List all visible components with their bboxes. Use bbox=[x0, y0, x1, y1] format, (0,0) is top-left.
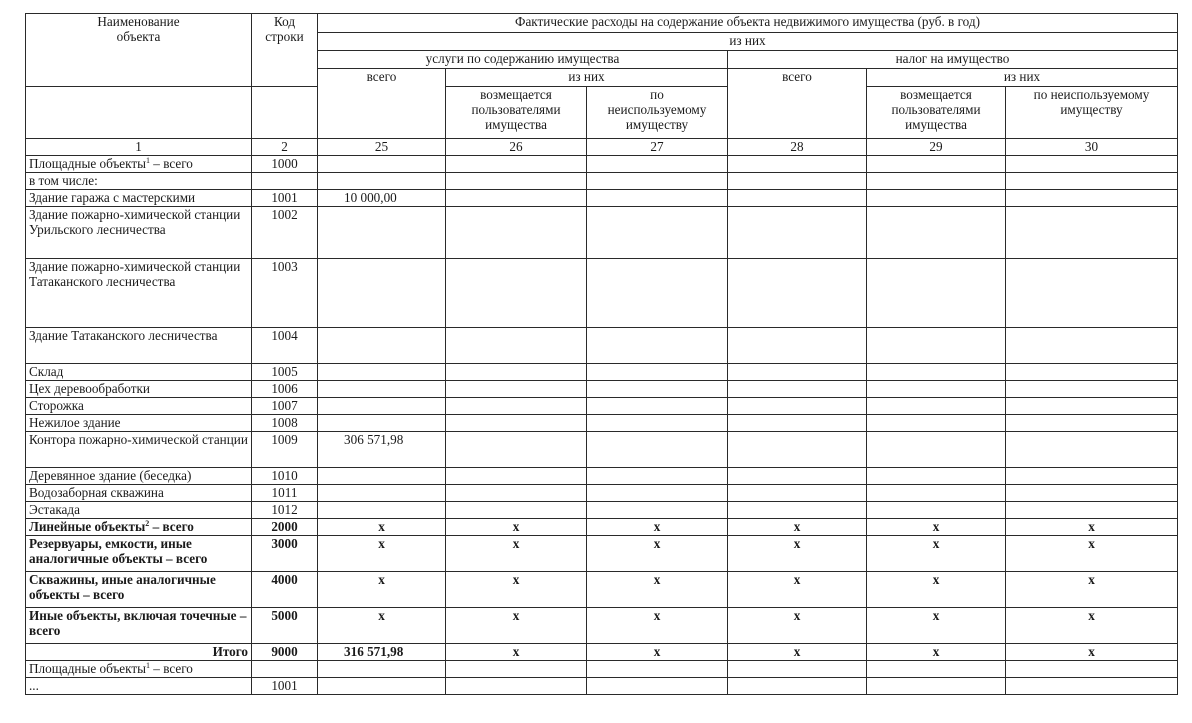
row-name: Цех деревообработки bbox=[29, 381, 150, 396]
not-applicable-cell: x bbox=[587, 608, 728, 644]
row-code-cell: 1009 bbox=[252, 432, 318, 468]
footnote-marker: 1 bbox=[146, 661, 150, 670]
value-cell bbox=[318, 207, 446, 259]
column-number-cell: 28 bbox=[728, 139, 867, 156]
row-name: Здание Татаканского лесничества bbox=[29, 328, 218, 343]
value-cell bbox=[318, 364, 446, 381]
row-name: Линейные объекты bbox=[29, 519, 146, 534]
value-cell bbox=[446, 398, 587, 415]
row-name: Контора пожарно-химической станции bbox=[29, 432, 248, 447]
not-applicable-cell: x bbox=[587, 536, 728, 572]
row-name-cell bbox=[26, 207, 252, 259]
row-name-cell bbox=[26, 381, 252, 398]
row-name-cell bbox=[26, 502, 252, 519]
row-name-cell bbox=[26, 572, 252, 608]
value-cell bbox=[318, 661, 446, 678]
value-cell bbox=[867, 173, 1006, 190]
row-code-cell: 5000 bbox=[252, 608, 318, 644]
value-cell bbox=[867, 381, 1006, 398]
header-services-of-which: из них bbox=[446, 69, 728, 87]
row-name: Здание гаража с мастерскими bbox=[29, 190, 196, 205]
header-tax-total: всего bbox=[728, 69, 867, 139]
header-code-column: Код строки bbox=[252, 14, 318, 87]
row-name-cell bbox=[26, 519, 252, 536]
value-cell bbox=[867, 661, 1006, 678]
row-name: Площадные объекты bbox=[29, 156, 146, 171]
row-name-cell bbox=[26, 259, 252, 328]
row-name-cell bbox=[26, 432, 252, 468]
value-cell bbox=[446, 502, 587, 519]
value-cell bbox=[587, 415, 728, 432]
value-cell bbox=[318, 381, 446, 398]
row-name-cell bbox=[26, 328, 252, 364]
value-cell bbox=[1006, 381, 1178, 398]
value-cell bbox=[587, 432, 728, 468]
table-row bbox=[26, 207, 1178, 259]
row-code-cell: 1010 bbox=[252, 468, 318, 485]
value-cell bbox=[1006, 661, 1178, 678]
table-body bbox=[26, 156, 1178, 695]
value-cell bbox=[1006, 502, 1178, 519]
not-applicable-cell: x bbox=[318, 536, 446, 572]
table-row bbox=[26, 502, 1178, 519]
row-name-cell bbox=[26, 190, 252, 207]
value-cell bbox=[1006, 398, 1178, 415]
value-cell bbox=[867, 328, 1006, 364]
row-code-cell: 2000 bbox=[252, 519, 318, 536]
value-cell bbox=[587, 485, 728, 502]
value-cell bbox=[867, 190, 1006, 207]
value-cell bbox=[446, 415, 587, 432]
header-tax-group: налог на имущество bbox=[728, 51, 1178, 69]
table-row bbox=[26, 190, 1178, 207]
not-applicable-cell: x bbox=[318, 519, 446, 536]
value-cell bbox=[1006, 432, 1178, 468]
value-cell bbox=[1006, 364, 1178, 381]
value-cell bbox=[587, 173, 728, 190]
row-code-cell: 1003 bbox=[252, 259, 318, 328]
header-reimbursed-tax: возмещается пользователями имущества bbox=[867, 87, 1006, 139]
column-number-cell: 29 bbox=[867, 139, 1006, 156]
table-row bbox=[26, 468, 1178, 485]
value-cell bbox=[318, 328, 446, 364]
value-cell bbox=[728, 661, 867, 678]
table-row bbox=[26, 328, 1178, 364]
value-cell bbox=[446, 468, 587, 485]
not-applicable-cell: x bbox=[587, 519, 728, 536]
value-cell: 316 571,98 bbox=[318, 644, 446, 661]
not-applicable-cell: x bbox=[728, 644, 867, 661]
value-cell: 306 571,98 bbox=[318, 432, 446, 468]
not-applicable-cell: x bbox=[318, 572, 446, 608]
value-cell bbox=[867, 432, 1006, 468]
row-code-cell bbox=[252, 173, 318, 190]
value-cell bbox=[446, 156, 587, 173]
table-row bbox=[26, 398, 1178, 415]
value-cell bbox=[1006, 678, 1178, 695]
column-number-cell: 2 bbox=[252, 139, 318, 156]
value-cell bbox=[318, 398, 446, 415]
row-code-cell: 1001 bbox=[252, 678, 318, 695]
row-name: Здание пожарно-химической станции Урильского лесничества bbox=[29, 207, 241, 237]
row-name: Резервуары, емкости, иные аналогичные объекты – всего bbox=[29, 536, 208, 566]
value-cell bbox=[587, 259, 728, 328]
value-cell bbox=[587, 468, 728, 485]
header-tax-of-which: из них bbox=[867, 69, 1178, 87]
table-row bbox=[26, 536, 1178, 572]
not-applicable-cell: x bbox=[1006, 519, 1178, 536]
not-applicable-cell: x bbox=[867, 536, 1006, 572]
table-row bbox=[26, 678, 1178, 695]
value-cell bbox=[587, 381, 728, 398]
row-name-cell bbox=[26, 661, 252, 678]
value-cell bbox=[728, 468, 867, 485]
row-name: Деревянное здание (беседка) bbox=[29, 468, 192, 483]
value-cell bbox=[318, 259, 446, 328]
not-applicable-cell: x bbox=[867, 644, 1006, 661]
value-cell bbox=[1006, 328, 1178, 364]
value-cell bbox=[446, 328, 587, 364]
value-cell bbox=[728, 398, 867, 415]
row-name-cell bbox=[26, 398, 252, 415]
not-applicable-cell: x bbox=[728, 536, 867, 572]
value-cell bbox=[446, 207, 587, 259]
row-name: Скважины, иные аналогичные объекты – всего bbox=[29, 572, 216, 602]
header-services-total: всего bbox=[318, 69, 446, 139]
not-applicable-cell: x bbox=[446, 572, 587, 608]
table-row bbox=[26, 485, 1178, 502]
row-name-cell bbox=[26, 644, 252, 661]
value-cell bbox=[867, 207, 1006, 259]
not-applicable-cell: x bbox=[1006, 572, 1178, 608]
value-cell bbox=[318, 415, 446, 432]
row-code-cell: 1000 bbox=[252, 156, 318, 173]
row-name-cell bbox=[26, 364, 252, 381]
value-cell bbox=[1006, 259, 1178, 328]
value-cell bbox=[728, 259, 867, 328]
header-name-column: Наименование объекта bbox=[26, 14, 252, 87]
not-applicable-cell: x bbox=[867, 572, 1006, 608]
value-cell bbox=[867, 364, 1006, 381]
row-code-cell: 1006 bbox=[252, 381, 318, 398]
table-row bbox=[26, 572, 1178, 608]
row-name: в том числе: bbox=[29, 173, 98, 188]
row-code-cell: 3000 bbox=[252, 536, 318, 572]
value-cell bbox=[728, 381, 867, 398]
row-name-cell bbox=[26, 536, 252, 572]
header-unused-tax: по неиспользуемому имуществу bbox=[1006, 87, 1178, 139]
row-name: Склад bbox=[29, 364, 64, 379]
value-cell bbox=[446, 485, 587, 502]
value-cell bbox=[867, 485, 1006, 502]
not-applicable-cell: x bbox=[446, 608, 587, 644]
row-name-cell bbox=[26, 173, 252, 190]
row-name-cell bbox=[26, 678, 252, 695]
value-cell bbox=[318, 156, 446, 173]
value-cell bbox=[446, 678, 587, 695]
table-row bbox=[26, 259, 1178, 328]
not-applicable-cell: x bbox=[446, 644, 587, 661]
value-cell bbox=[446, 381, 587, 398]
value-cell bbox=[728, 156, 867, 173]
row-code-cell: 9000 bbox=[252, 644, 318, 661]
value-cell bbox=[446, 661, 587, 678]
row-code-cell: 1007 bbox=[252, 398, 318, 415]
header-spacer-code bbox=[252, 87, 318, 139]
row-name-cell bbox=[26, 415, 252, 432]
not-applicable-cell: x bbox=[318, 608, 446, 644]
not-applicable-cell: x bbox=[867, 608, 1006, 644]
value-cell bbox=[587, 156, 728, 173]
value-cell bbox=[867, 398, 1006, 415]
row-name-suffix: – всего bbox=[150, 156, 193, 171]
value-cell bbox=[1006, 173, 1178, 190]
value-cell bbox=[587, 502, 728, 519]
value-cell bbox=[728, 190, 867, 207]
row-name-cell bbox=[26, 156, 252, 173]
row-name-cell bbox=[26, 485, 252, 502]
not-applicable-cell: x bbox=[1006, 536, 1178, 572]
header-spacer-name bbox=[26, 87, 252, 139]
row-code-cell: 1011 bbox=[252, 485, 318, 502]
table-row bbox=[26, 432, 1178, 468]
column-number-cell: 27 bbox=[587, 139, 728, 156]
value-cell bbox=[446, 432, 587, 468]
row-name: ... bbox=[29, 678, 39, 693]
not-applicable-cell: x bbox=[728, 608, 867, 644]
not-applicable-cell: x bbox=[587, 572, 728, 608]
header-services-group: услуги по содержанию имущества bbox=[318, 51, 728, 69]
row-name: Нежилое здание bbox=[29, 415, 121, 430]
not-applicable-cell: x bbox=[728, 519, 867, 536]
row-name-cell bbox=[26, 608, 252, 644]
row-code-cell: 1002 bbox=[252, 207, 318, 259]
value-cell bbox=[728, 173, 867, 190]
value-cell bbox=[1006, 156, 1178, 173]
row-code-cell bbox=[252, 661, 318, 678]
value-cell bbox=[318, 173, 446, 190]
not-applicable-cell: x bbox=[446, 519, 587, 536]
table-row bbox=[26, 381, 1178, 398]
value-cell bbox=[446, 190, 587, 207]
value-cell bbox=[1006, 207, 1178, 259]
row-name: Эстакада bbox=[29, 502, 80, 517]
table-row bbox=[26, 661, 1178, 678]
column-number-cell: 1 bbox=[26, 139, 252, 156]
row-name-cell bbox=[26, 468, 252, 485]
row-name: Сторожка bbox=[29, 398, 84, 413]
row-name: Иные объекты, включая точечные – всего bbox=[29, 608, 247, 638]
value-cell bbox=[318, 502, 446, 519]
value-cell bbox=[587, 190, 728, 207]
not-applicable-cell: x bbox=[728, 572, 867, 608]
value-cell bbox=[318, 468, 446, 485]
expenses-table bbox=[25, 13, 1178, 695]
footnote-marker: 2 bbox=[145, 519, 150, 528]
column-number-cell: 26 bbox=[446, 139, 587, 156]
row-name-suffix: – всего bbox=[149, 519, 194, 534]
column-number-cell: 25 bbox=[318, 139, 446, 156]
table-row bbox=[26, 608, 1178, 644]
row-code-cell: 1005 bbox=[252, 364, 318, 381]
value-cell bbox=[446, 173, 587, 190]
row-code-cell: 4000 bbox=[252, 572, 318, 608]
value-cell bbox=[867, 259, 1006, 328]
row-name: Площадные объекты bbox=[29, 661, 146, 676]
value-cell bbox=[587, 661, 728, 678]
table-row bbox=[26, 364, 1178, 381]
value-cell bbox=[728, 415, 867, 432]
not-applicable-cell: x bbox=[446, 536, 587, 572]
table-row bbox=[26, 644, 1178, 661]
value-cell bbox=[587, 398, 728, 415]
not-applicable-cell: x bbox=[867, 519, 1006, 536]
row-code-cell: 1004 bbox=[252, 328, 318, 364]
value-cell bbox=[446, 259, 587, 328]
not-applicable-cell: x bbox=[1006, 608, 1178, 644]
row-code-cell: 1012 bbox=[252, 502, 318, 519]
table-row bbox=[26, 156, 1178, 173]
column-number-cell: 30 bbox=[1006, 139, 1178, 156]
column-number-row bbox=[26, 139, 1178, 156]
not-applicable-cell: x bbox=[1006, 644, 1178, 661]
row-code-cell: 1001 bbox=[252, 190, 318, 207]
not-applicable-cell: x bbox=[587, 644, 728, 661]
row-code-cell: 1008 bbox=[252, 415, 318, 432]
row-name: Итого bbox=[212, 644, 248, 659]
value-cell bbox=[867, 156, 1006, 173]
value-cell bbox=[318, 678, 446, 695]
value-cell bbox=[867, 468, 1006, 485]
value-cell bbox=[587, 207, 728, 259]
value-cell bbox=[1006, 485, 1178, 502]
table-row bbox=[26, 173, 1178, 190]
header-main-title: Фактические расходы на содержание объекта недвижимого имущества (руб. в год) bbox=[318, 14, 1178, 33]
value-cell bbox=[587, 364, 728, 381]
header-unused-services: по неиспользуемому имуществу bbox=[587, 87, 728, 139]
value-cell: 10 000,00 bbox=[318, 190, 446, 207]
value-cell bbox=[728, 207, 867, 259]
value-cell bbox=[318, 485, 446, 502]
value-cell bbox=[728, 502, 867, 519]
value-cell bbox=[728, 485, 867, 502]
header-of-which: из них bbox=[318, 33, 1178, 51]
value-cell bbox=[867, 502, 1006, 519]
footnote-marker: 1 bbox=[146, 156, 150, 165]
value-cell bbox=[728, 432, 867, 468]
value-cell bbox=[867, 415, 1006, 432]
header-reimbursed-services: возмещается пользователями имущества bbox=[446, 87, 587, 139]
value-cell bbox=[1006, 415, 1178, 432]
value-cell bbox=[728, 328, 867, 364]
row-name: Водозаборная скважина bbox=[29, 485, 164, 500]
value-cell bbox=[1006, 468, 1178, 485]
row-name: Здание пожарно-химической станции Татаканского лесничества bbox=[29, 259, 241, 289]
table-row bbox=[26, 519, 1178, 536]
value-cell bbox=[1006, 190, 1178, 207]
document-page bbox=[25, 13, 1178, 695]
value-cell bbox=[867, 678, 1006, 695]
value-cell bbox=[587, 678, 728, 695]
value-cell bbox=[587, 328, 728, 364]
value-cell bbox=[446, 364, 587, 381]
value-cell bbox=[728, 678, 867, 695]
value-cell bbox=[728, 364, 867, 381]
table-row bbox=[26, 415, 1178, 432]
row-name-suffix: – всего bbox=[150, 661, 193, 676]
